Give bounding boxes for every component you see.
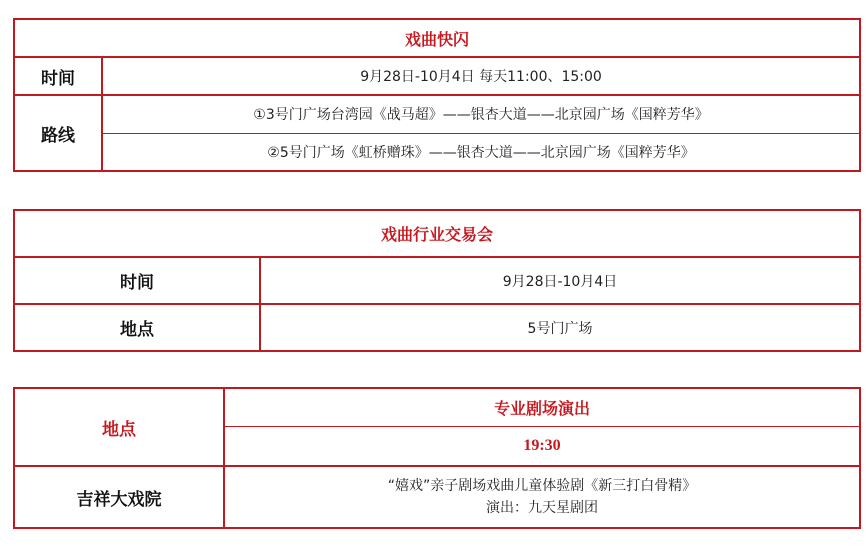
theater-performance-table bbox=[13, 387, 861, 529]
flash-mob-route-2: ②5号门广场《虹桥赠珠》——银杏大道——北京园广场《国粹芳华》 bbox=[102, 133, 860, 171]
theater-venue-name: 吉祥大戏院 bbox=[14, 466, 224, 528]
theater-show-troupe: 演出：九天星剧团 bbox=[486, 500, 598, 516]
trade-fair-header: 戏曲行业交易会 bbox=[14, 210, 860, 257]
theater-show-time: 19:30 bbox=[224, 426, 860, 466]
trade-fair-place-label: 地点 bbox=[14, 304, 260, 351]
opera-trade-fair-table bbox=[13, 209, 861, 352]
theater-show-info bbox=[224, 466, 860, 528]
opera-flash-mob-table bbox=[13, 18, 861, 172]
theater-place-label: 地点 bbox=[14, 388, 224, 466]
trade-fair-time-label: 时间 bbox=[14, 257, 260, 304]
theater-performance-header: 专业剧场演出 bbox=[224, 388, 860, 426]
trade-fair-time-value: 9月28日-10月4日 bbox=[260, 257, 860, 304]
flash-mob-time-label: 时间 bbox=[14, 57, 102, 95]
trade-fair-place-value: 5号门广场 bbox=[260, 304, 860, 351]
flash-mob-route-label: 路线 bbox=[14, 95, 102, 171]
flash-mob-route-1: ①3号门广场台湾园《战马超》——银杏大道——北京园广场《国粹芳华》 bbox=[102, 95, 860, 133]
theater-show-title: “嬉戏”亲子剧场戏曲儿童体验剧《新三打白骨精》 bbox=[387, 478, 697, 494]
opera-flash-mob-header: 戏曲快闪 bbox=[14, 19, 860, 57]
flash-mob-time-value: 9月28日-10月4日 每天11:00、15:00 bbox=[102, 57, 860, 95]
